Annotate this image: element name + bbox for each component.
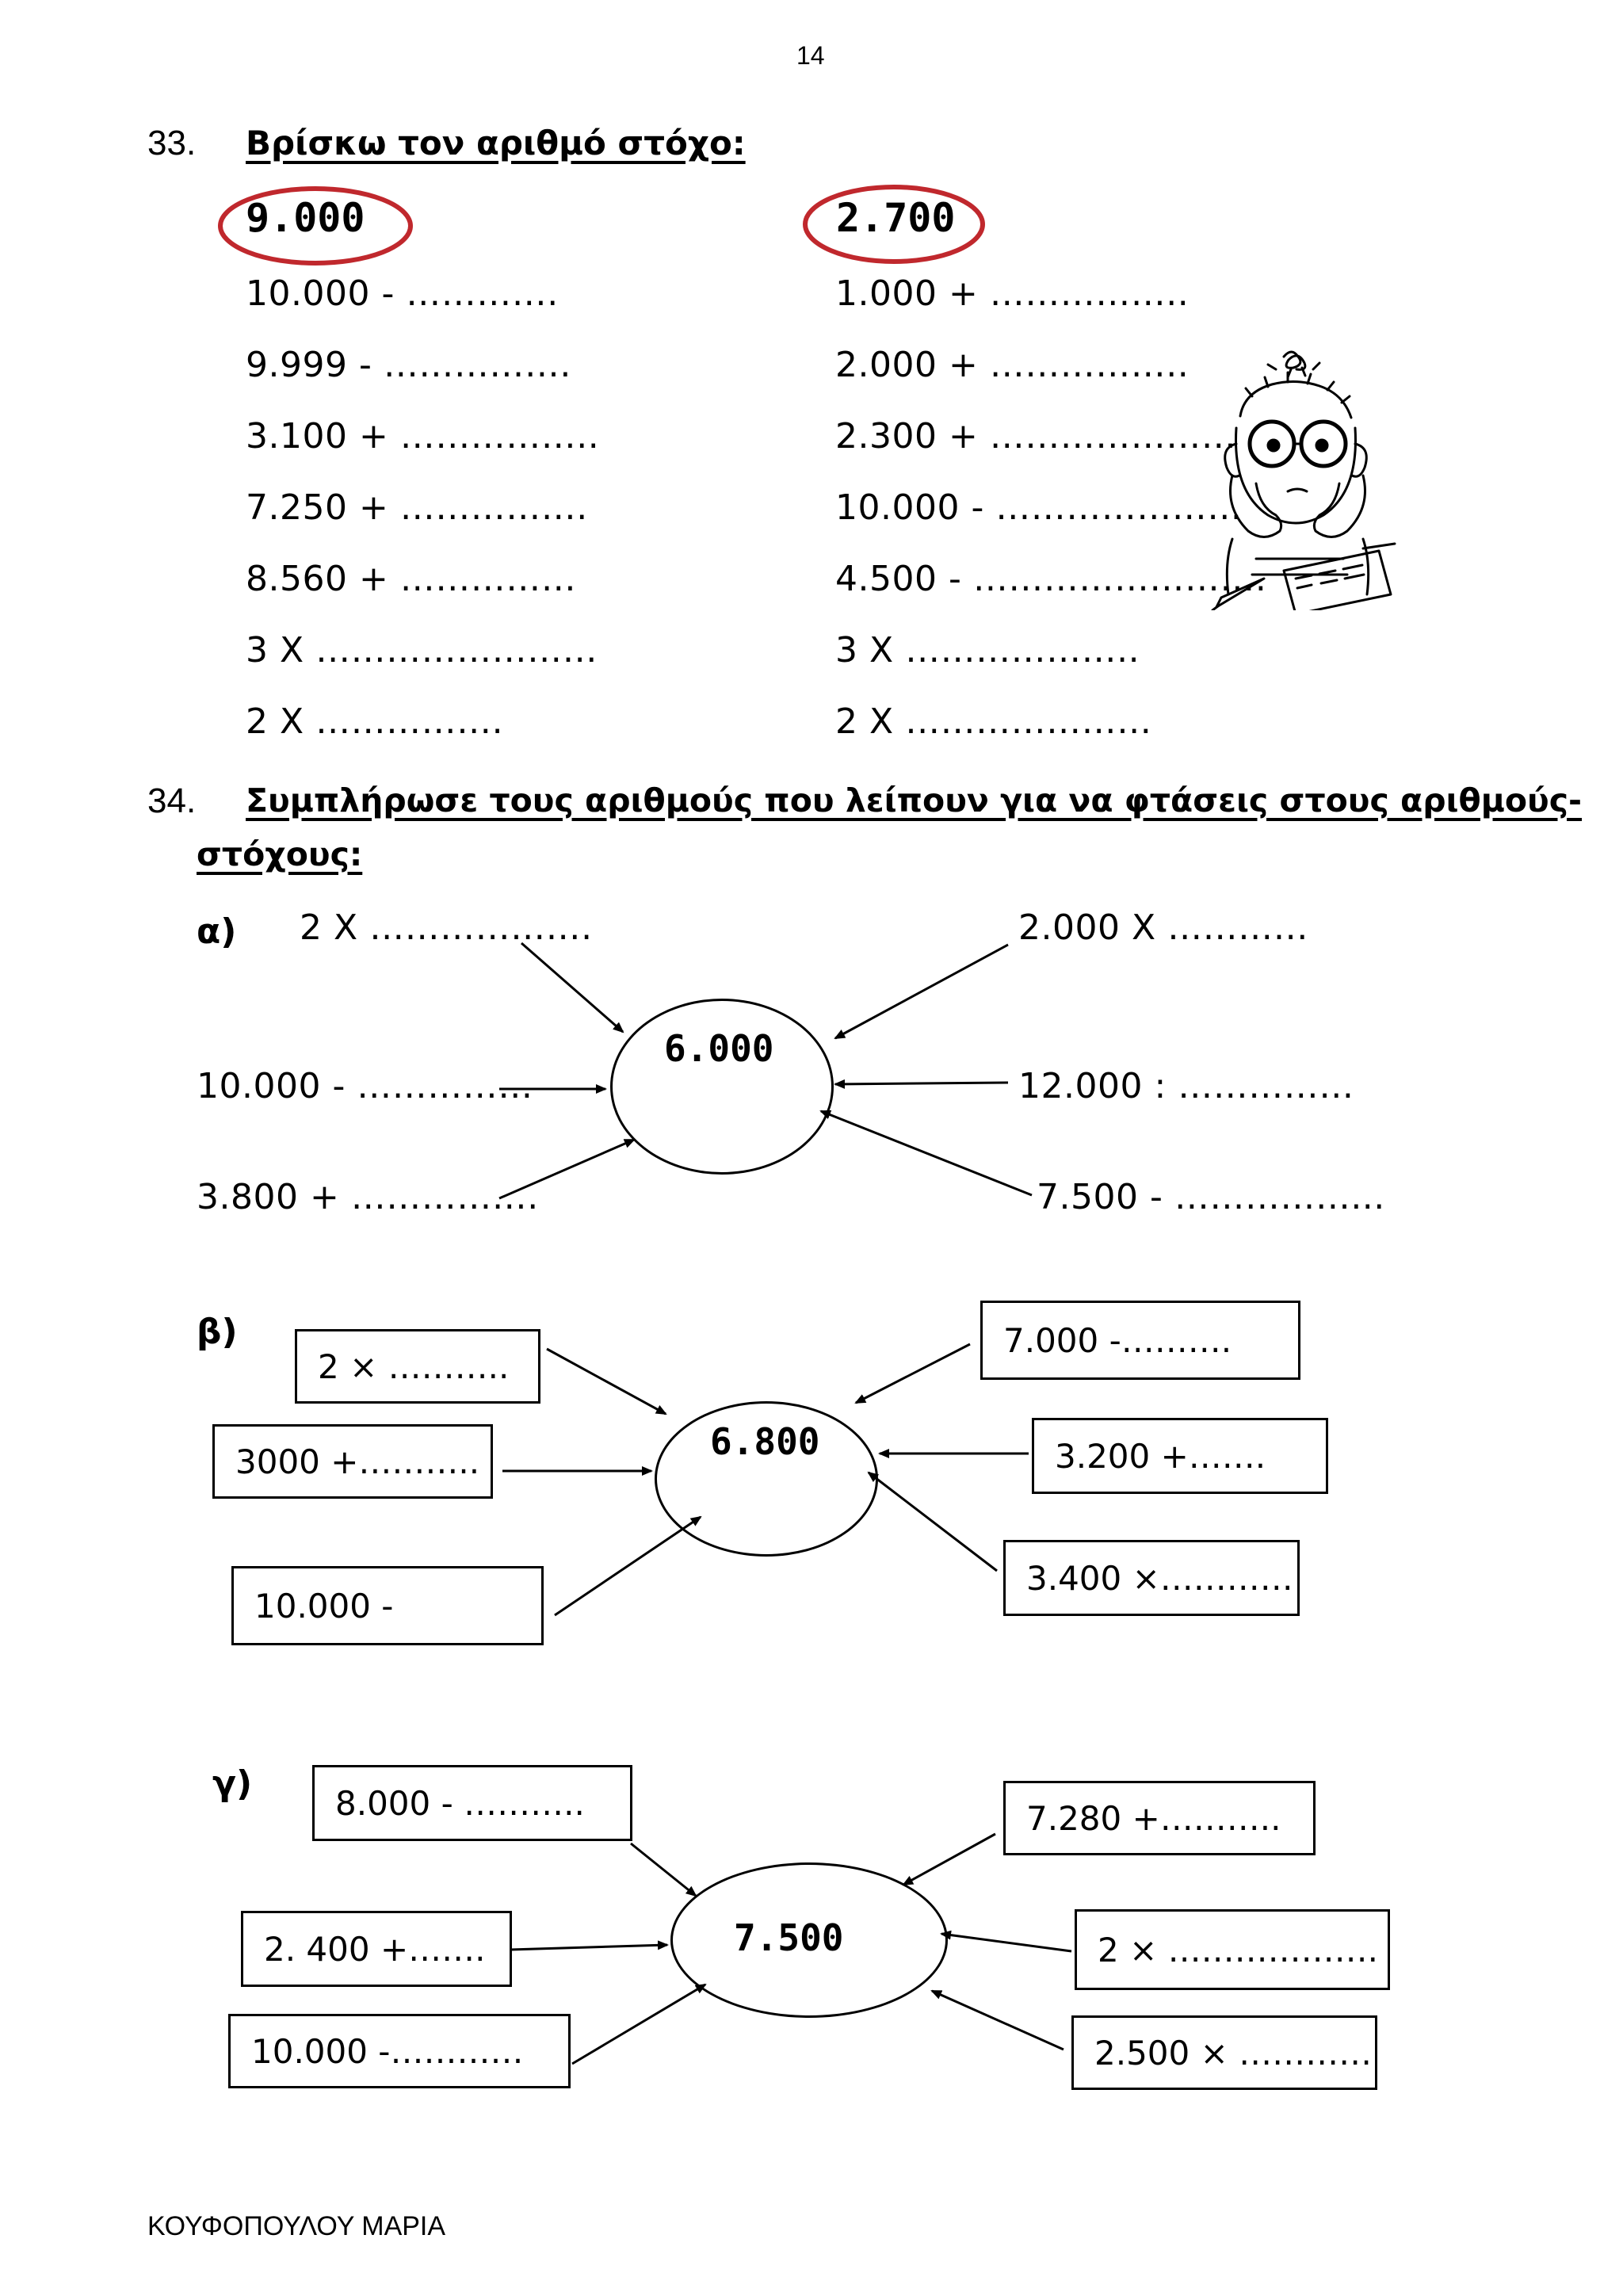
left-item-7: 2 X ……………. (246, 701, 504, 742)
arrow-a-top-right (835, 945, 1008, 1038)
arrow-c-4 (903, 1834, 995, 1885)
part-b-box-5-text: 3.200 +……. (1055, 1436, 1266, 1476)
left-item-6: 3 X …………………… (246, 630, 598, 670)
arrow-b-4 (856, 1344, 970, 1403)
exercise-33-number: 33. (147, 124, 197, 162)
part-b-label: β) (197, 1312, 238, 1352)
left-item-1: 10.000 - …………. (246, 273, 559, 314)
exercise-34-title-line1: Συμπλήρωσε τους αριθμούς που λείπουν για να φτάσεις στους αριθμούς- (246, 781, 1583, 819)
part-a-bottom-left: 3.800 + ……………. (197, 1177, 539, 1217)
part-b-box-2-text: 3000 +……….. (235, 1442, 480, 1481)
arrow-c-6 (932, 1991, 1064, 2050)
arrow-c-5 (941, 1934, 1071, 1951)
arrow-c-2 (510, 1945, 667, 1950)
part-c-box-2-text: 2. 400 +……. (264, 1929, 486, 1969)
left-item-5: 8.560 + …………… (246, 559, 577, 599)
part-b-box-3-text: 10.000 - (254, 1586, 394, 1626)
arrow-a-bottom-left (499, 1140, 634, 1198)
arrow-a-top-left (521, 943, 623, 1032)
arrow-b-3 (555, 1517, 701, 1615)
arrow-b-1 (547, 1349, 666, 1414)
exercise-33-title: Βρίσκω τον αριθμό στόχο: (246, 124, 746, 162)
part-b-box-1-text: 2 × ……….. (318, 1347, 510, 1386)
target-right: 2.700 (836, 195, 956, 241)
target-left: 9.000 (246, 195, 365, 241)
part-a-bottom-right: 7.500 - ……………... (1037, 1177, 1385, 1217)
arrow-c-3 (572, 1985, 705, 2064)
part-a-mid-right: 12.000 : …………… (1018, 1066, 1354, 1106)
arrow-a-bottom-right (821, 1111, 1032, 1195)
right-item-5: 4.500 - ……………………. (835, 559, 1267, 599)
left-item-4: 7.250 + ……………. (246, 487, 588, 528)
right-item-1: 1.000 + …………….. (835, 273, 1190, 314)
part-c-box-4-text: 7.280 +……….. (1026, 1798, 1281, 1838)
part-b-target: 6.800 (710, 1420, 820, 1463)
footer-author: ΚΟΥΦΟΠΟΥΛΟΥ ΜΑΡΙΑ (147, 2211, 446, 2241)
exercise-34-number: 34. (147, 781, 197, 820)
right-item-7: 2 X ………………… (835, 701, 1152, 742)
right-item-2: 2.000 + …………….. (835, 345, 1190, 385)
part-b-box-4-text: 7.000 -………. (1003, 1320, 1232, 1360)
right-item-4: 10.000 - ………………… (835, 487, 1243, 528)
part-c-box-5-text: 2 × ………………. (1098, 1930, 1378, 1969)
part-a-top-left: 2 X ………………. (300, 907, 593, 948)
part-c-label: γ) (212, 1763, 253, 1804)
part-a-mid-left: 10.000 - …………… (197, 1066, 533, 1106)
part-a-target: 6.000 (664, 1027, 774, 1070)
arrow-a-mid-right (835, 1083, 1008, 1084)
page-number: 14 (796, 41, 825, 70)
left-item-3: 3.100 + …………….. (246, 416, 600, 457)
arrow-b-6 (869, 1473, 997, 1571)
part-c-box-1-text: 8.000 - ……….. (335, 1783, 585, 1823)
part-b-box-6-text: 3.400 ×………… (1026, 1558, 1293, 1598)
left-item-2: 9.999 - ……………. (246, 345, 571, 385)
part-a-label: α) (197, 911, 237, 952)
part-c-box-6-text: 2.500 × ………… (1094, 2033, 1373, 2073)
right-item-3: 2.300 + ………………… (835, 416, 1237, 457)
exercise-34-title-line2: στόχους: (197, 835, 363, 873)
part-c-box-3-text: 10.000 -………… (251, 2031, 524, 2071)
arrow-c-1 (631, 1843, 696, 1896)
part-a-top-right: 2.000 X ………… (1018, 907, 1309, 948)
right-item-6: 3 X ……………….. (835, 630, 1140, 670)
part-c-target: 7.500 (734, 1916, 844, 1959)
